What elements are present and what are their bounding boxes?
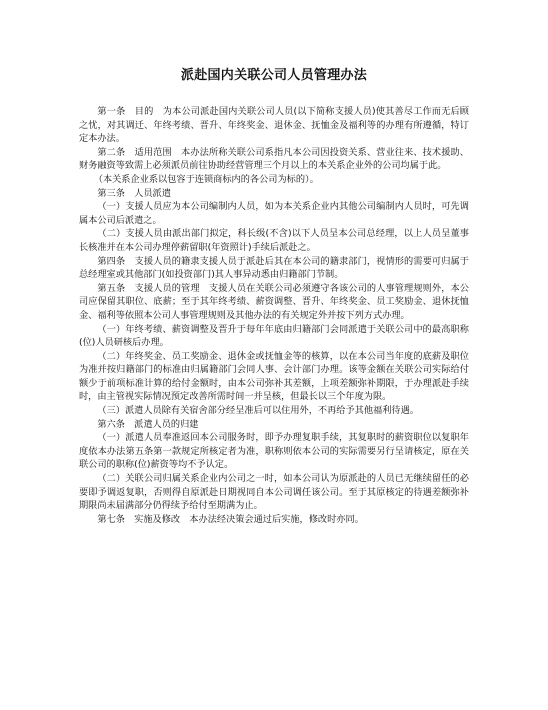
document-body: [79, 105, 469, 526]
paragraph-article-5-item-2: （二）年终奖金、员工奖励金、退休金或抚恤金等的核算，以在本公司当年度的底薪及职位为准并按归籍部门的标准由归属籍部门会同人事、会计部门办理。该等金额在关联公司实际给付额少于前项标准计算的给付金额时，由本公司弥补其差额，上项差额弥补期限，于办理派赴手续时，由主管视实际情况预定改善所需时间一并呈核，但最长以三个年度为限。: [79, 350, 469, 403]
paragraph-article-6-heading: 第六条 派遣人员的归建: [97, 418, 199, 430]
paragraph-article-5-item-3: （三）派遣人员除有关宿舍部分经呈准后可以住用外，不再给予其他福利待遇。: [97, 405, 419, 417]
paragraph-article-5-item-1: （一）年终考绩、薪资调整及晋升于每年年底由归籍部门会同派遣于关联公司中的最高职称(位)人员研核后办理。: [79, 323, 469, 349]
paragraph-article-3-item-1: （一）支援人员应为本公司编制内人员，如为本关系企业内其他公司编制内人员时，可先调属本公司后派遣之。: [79, 201, 469, 226]
paragraph-article-2-note: （本关系企业系以包容于连锁商标内的各公司为标的）。: [93, 173, 319, 185]
document-title: 派赴国内关联公司人员管理办法: [180, 68, 368, 83]
paragraph-article-3-item-2: （二）支援人员由派出部门拟定，科长级(不含)以下人员呈本公司总经理，以上人员呈董事长核准并在本公司办理停薪留职(年资照计)手续后派赴之。: [79, 228, 469, 253]
paragraph-article-4: 第四条 支援人员的籍隶支援人员于派赴后其在本公司的籍隶部门，视情形的需要可归属于总经理室或其他部门(如投资部门)其人事异动悉由归籍部门节制。: [79, 255, 469, 281]
paragraph-article-3-heading: 第三条 人员派遣: [97, 187, 171, 199]
paragraph-article-7: 第七条 实施及修改 本办法经决策会通过后实施，修改时亦同。: [97, 513, 364, 525]
paragraph-article-1: 第一条 目的 为本公司派赴国内关联公司人员(以下简称支援人员)使其善尽工作而无后顾之忧，对其调迁、年终考绩、晋升、年终奖金、退休金、抚恤金及福利等的办理有所遵循，特订定本办法。: [79, 106, 469, 145]
paragraph-article-2: 第二条 适用范围 本办法所称关联公司系指凡本公司因投资关系、营业往来、技术援助、财务融资等致需上必须派员前往协助经营管理三个月以上的本关系企业外的公司均属于此。: [79, 146, 469, 172]
paragraph-article-5: 第五条 支援人员的管理 支援人员在关联公司必须遵守各该公司的人事管理规则外，本公司应保留其职位、底薪；至于其年终考绩、薪资调整、晋升、年终奖金、员工奖励金、退休抚恤金、福利等依照本公司人事管理规则及其他办法的有关规定外并按下列方式办理。: [79, 282, 469, 321]
paragraph-article-6-item-1: （一）派遣人员奉准返回本公司服务时，即予办理复职手续，其复职时的薪资职位以复职年度依本办法第五条第一款规定所核定者为准，职称则依本公司的实际需要另行呈请核定，原在关联公司的职称(位)薪资等均不予认定。: [79, 432, 469, 471]
paragraph-article-6-item-2: （二）关联公司归属关系企业内公司之一时，如本公司认为原派赴的人员已无继续留任的必要即予调返复职，否则得自原派赴日期视同自本公司调任该公司。至于其原核定的待遇差额弥补期限尚未届满部分仍得续予给付至期满为止。: [79, 473, 469, 512]
